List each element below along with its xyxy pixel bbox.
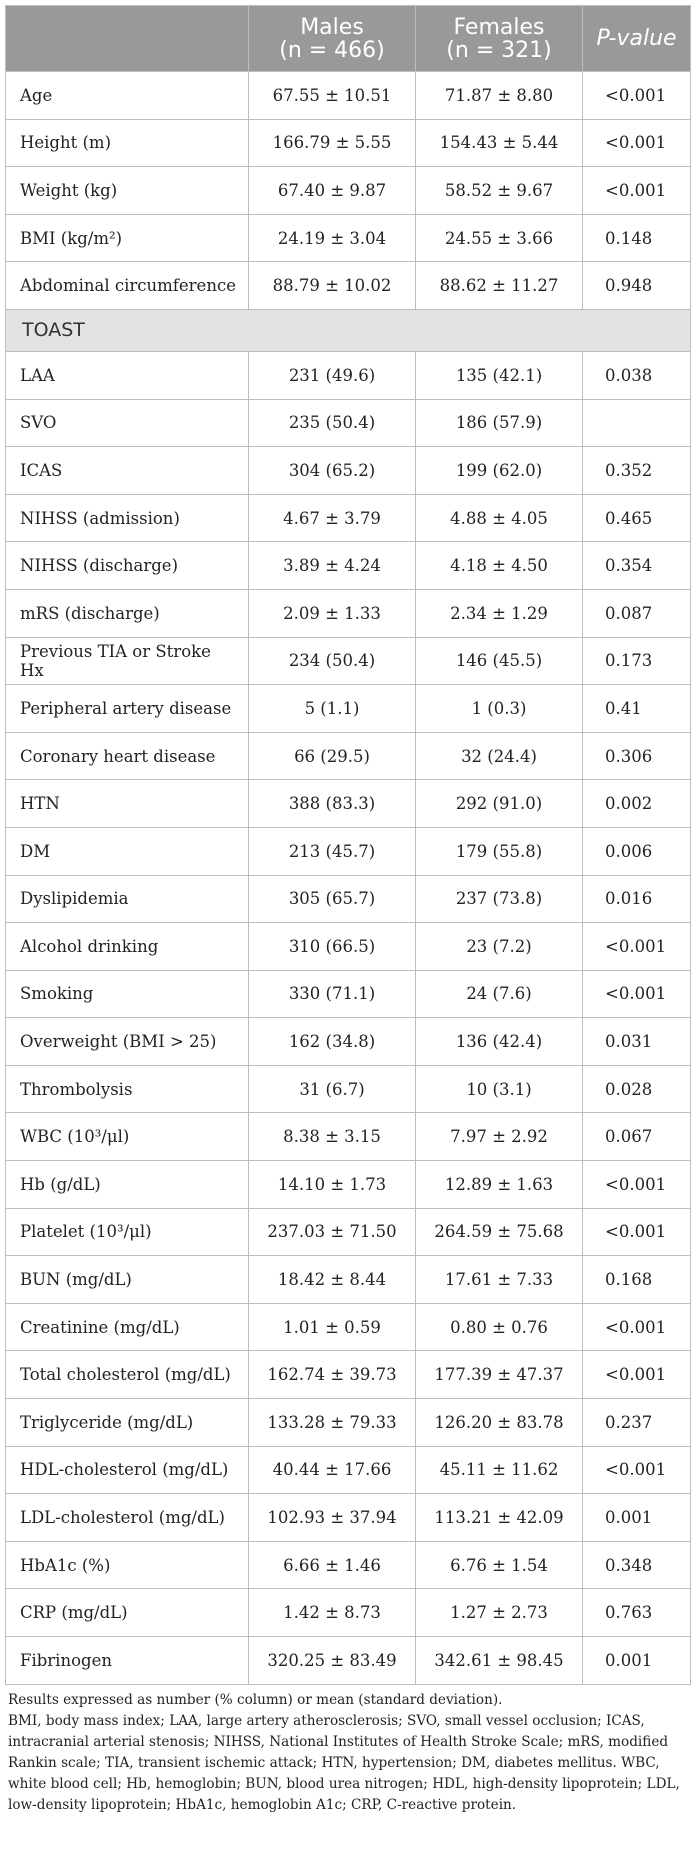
males-value: 3.89 ± 4.24	[249, 542, 416, 590]
males-value: 237.03 ± 71.50	[249, 1208, 416, 1256]
males-value: 67.40 ± 9.87	[249, 167, 416, 215]
p-value: 0.031	[583, 1018, 691, 1066]
males-value: 330 (71.1)	[249, 970, 416, 1018]
header-females-label: Females	[453, 14, 545, 40]
females-value: 126.20 ± 83.78	[416, 1399, 583, 1447]
header-males	[249, 6, 416, 72]
p-value: <0.001	[583, 1446, 691, 1494]
table-row	[6, 1637, 691, 1685]
females-value: 24.55 ± 3.66	[416, 214, 583, 262]
table-row	[6, 780, 691, 828]
row-label: Abdominal circumference	[6, 262, 249, 310]
males-value: 235 (50.4)	[249, 399, 416, 447]
table-row	[6, 1399, 691, 1447]
table-header-row	[6, 6, 691, 72]
p-value: 0.41	[583, 685, 691, 733]
header-females-n: (n = 321)	[446, 37, 552, 63]
females-value: 88.62 ± 11.27	[416, 262, 583, 310]
p-value: <0.001	[583, 119, 691, 167]
males-value: 234 (50.4)	[249, 637, 416, 685]
header-pvalue-label: P-value	[596, 26, 677, 51]
males-value: 18.42 ± 8.44	[249, 1256, 416, 1304]
females-value: 0.80 ± 0.76	[416, 1303, 583, 1351]
table-row	[6, 351, 691, 399]
females-value: 154.43 ± 5.44	[416, 119, 583, 167]
males-value: 2.09 ± 1.33	[249, 589, 416, 637]
p-value: 0.352	[583, 447, 691, 495]
females-value: 186 (57.9)	[416, 399, 583, 447]
p-value: 0.038	[583, 351, 691, 399]
table-body-top	[6, 72, 691, 310]
header-males-n: (n = 466)	[279, 37, 385, 63]
females-value: 45.11 ± 11.62	[416, 1446, 583, 1494]
p-value: 0.306	[583, 732, 691, 780]
p-value: <0.001	[583, 1208, 691, 1256]
p-value: 0.002	[583, 780, 691, 828]
females-value: 292 (91.0)	[416, 780, 583, 828]
p-value: 0.087	[583, 589, 691, 637]
males-value: 162.74 ± 39.73	[249, 1351, 416, 1399]
row-label: LDL-cholesterol (mg/dL)	[6, 1494, 249, 1542]
p-value	[583, 399, 691, 447]
table-row	[6, 214, 691, 262]
row-label: Hb (g/dL)	[6, 1161, 249, 1209]
males-value: 304 (65.2)	[249, 447, 416, 495]
females-value: 12.89 ± 1.63	[416, 1161, 583, 1209]
p-value: 0.028	[583, 1065, 691, 1113]
females-value: 136 (42.4)	[416, 1018, 583, 1066]
females-value: 113.21 ± 42.09	[416, 1494, 583, 1542]
table-row	[6, 1494, 691, 1542]
males-value: 14.10 ± 1.73	[249, 1161, 416, 1209]
row-label: LAA	[6, 351, 249, 399]
table-row	[6, 1541, 691, 1589]
males-value: 231 (49.6)	[249, 351, 416, 399]
females-value: 177.39 ± 47.37	[416, 1351, 583, 1399]
table-footnotes	[8, 1690, 688, 1816]
table-row	[6, 923, 691, 971]
males-value: 40.44 ± 17.66	[249, 1446, 416, 1494]
table-row	[6, 827, 691, 875]
row-label: Alcohol drinking	[6, 923, 249, 971]
row-label: HbA1c (%)	[6, 1541, 249, 1589]
males-value: 5 (1.1)	[249, 685, 416, 733]
females-value: 4.88 ± 4.05	[416, 494, 583, 542]
table-row	[6, 262, 691, 310]
males-value: 1.01 ± 0.59	[249, 1303, 416, 1351]
females-value: 32 (24.4)	[416, 732, 583, 780]
row-label: Height (m)	[6, 119, 249, 167]
table-row	[6, 447, 691, 495]
females-value: 342.61 ± 98.45	[416, 1637, 583, 1685]
males-value: 8.38 ± 3.15	[249, 1113, 416, 1161]
table-row	[6, 1113, 691, 1161]
p-value: 0.001	[583, 1494, 691, 1542]
females-value: 146 (45.5)	[416, 637, 583, 685]
females-value: 17.61 ± 7.33	[416, 1256, 583, 1304]
p-value: 0.168	[583, 1256, 691, 1304]
males-value: 133.28 ± 79.33	[249, 1399, 416, 1447]
row-label: BUN (mg/dL)	[6, 1256, 249, 1304]
row-label: Weight (kg)	[6, 167, 249, 215]
p-value: 0.763	[583, 1589, 691, 1637]
table-row	[6, 119, 691, 167]
p-value: <0.001	[583, 167, 691, 215]
p-value: 0.006	[583, 827, 691, 875]
row-label: Previous TIA or Stroke Hx	[6, 637, 249, 685]
p-value: 0.067	[583, 1113, 691, 1161]
table-row	[6, 1589, 691, 1637]
males-value: 162 (34.8)	[249, 1018, 416, 1066]
females-value: 1 (0.3)	[416, 685, 583, 733]
males-value: 4.67 ± 3.79	[249, 494, 416, 542]
females-value: 1.27 ± 2.73	[416, 1589, 583, 1637]
row-label: SVO	[6, 399, 249, 447]
p-value: 0.001	[583, 1637, 691, 1685]
females-value: 58.52 ± 9.67	[416, 167, 583, 215]
row-label: NIHSS (discharge)	[6, 542, 249, 590]
females-value: 23 (7.2)	[416, 923, 583, 971]
p-value: 0.016	[583, 875, 691, 923]
females-value: 135 (42.1)	[416, 351, 583, 399]
females-value: 4.18 ± 4.50	[416, 542, 583, 590]
males-value: 305 (65.7)	[249, 875, 416, 923]
males-value: 67.55 ± 10.51	[249, 72, 416, 120]
p-value: 0.173	[583, 637, 691, 685]
males-value: 1.42 ± 8.73	[249, 1589, 416, 1637]
row-label: Fibrinogen	[6, 1637, 249, 1685]
table-row	[6, 1065, 691, 1113]
males-value: 66 (29.5)	[249, 732, 416, 780]
p-value: <0.001	[583, 970, 691, 1018]
header-pvalue	[583, 6, 691, 72]
row-label: ICAS	[6, 447, 249, 495]
table-row	[6, 875, 691, 923]
row-label: Triglyceride (mg/dL)	[6, 1399, 249, 1447]
footnote-results: Results expressed as number (% column) or mean (standard deviation).	[8, 1692, 503, 1708]
males-value: 31 (6.7)	[249, 1065, 416, 1113]
row-label: HTN	[6, 780, 249, 828]
section-row-toast	[6, 309, 691, 351]
p-value: 0.348	[583, 1541, 691, 1589]
p-value: 0.465	[583, 494, 691, 542]
table-row	[6, 167, 691, 215]
p-value: 0.948	[583, 262, 691, 310]
males-value: 6.66 ± 1.46	[249, 1541, 416, 1589]
header-males-label: Males	[300, 14, 364, 40]
males-value: 88.79 ± 10.02	[249, 262, 416, 310]
table-row	[6, 589, 691, 637]
table-row	[6, 1161, 691, 1209]
table-row	[6, 1018, 691, 1066]
table-row	[6, 1351, 691, 1399]
p-value: <0.001	[583, 1351, 691, 1399]
females-value: 24 (7.6)	[416, 970, 583, 1018]
females-value: 6.76 ± 1.54	[416, 1541, 583, 1589]
males-value: 102.93 ± 37.94	[249, 1494, 416, 1542]
p-value: 0.148	[583, 214, 691, 262]
females-value: 264.59 ± 75.68	[416, 1208, 583, 1256]
row-label: WBC (10³/μl)	[6, 1113, 249, 1161]
females-value: 10 (3.1)	[416, 1065, 583, 1113]
males-value: 213 (45.7)	[249, 827, 416, 875]
table-row	[6, 1303, 691, 1351]
table-row	[6, 1256, 691, 1304]
table-row	[6, 637, 691, 685]
table-row	[6, 685, 691, 733]
row-label: Smoking	[6, 970, 249, 1018]
footnote-abbreviations: BMI, body mass index; LAA, large artery atherosclerosis; SVO, small vessel occlusion; ICAS, intracranial arterial stenosis; NIHSS, National Institutes of Health Stroke Scale; mRS, modified Rankin scale; TIA, transient ischemic attack; HTN, hypertension; DM, diabetes mellitus. WBC, white blood cell; Hb, hemoglobin; BUN, blood urea nitrogen; HDL, high-density lipoprotein; LDL, low-density lipoprotein; HbA1c, hemoglobin A1c; CRP, C-reactive protein.	[8, 1713, 680, 1813]
row-label: NIHSS (admission)	[6, 494, 249, 542]
females-value: 2.34 ± 1.29	[416, 589, 583, 637]
table-section	[6, 309, 691, 351]
females-value: 179 (55.8)	[416, 827, 583, 875]
table-row	[6, 399, 691, 447]
table-row	[6, 494, 691, 542]
row-label: CRP (mg/dL)	[6, 1589, 249, 1637]
p-value: 0.354	[583, 542, 691, 590]
p-value: <0.001	[583, 1303, 691, 1351]
row-label: Dyslipidemia	[6, 875, 249, 923]
p-value: <0.001	[583, 72, 691, 120]
row-label: mRS (discharge)	[6, 589, 249, 637]
table-row	[6, 970, 691, 1018]
row-label: Thrombolysis	[6, 1065, 249, 1113]
males-value: 310 (66.5)	[249, 923, 416, 971]
row-label: DM	[6, 827, 249, 875]
row-label: Peripheral artery disease	[6, 685, 249, 733]
table-row	[6, 1208, 691, 1256]
females-value: 71.87 ± 8.80	[416, 72, 583, 120]
females-value: 199 (62.0)	[416, 447, 583, 495]
table-row	[6, 542, 691, 590]
p-value: 0.237	[583, 1399, 691, 1447]
females-value: 237 (73.8)	[416, 875, 583, 923]
males-value: 320.25 ± 83.49	[249, 1637, 416, 1685]
p-value: <0.001	[583, 923, 691, 971]
males-value: 388 (83.3)	[249, 780, 416, 828]
row-label: Age	[6, 72, 249, 120]
table-row	[6, 72, 691, 120]
row-label: Overweight (BMI > 25)	[6, 1018, 249, 1066]
row-label: Coronary heart disease	[6, 732, 249, 780]
table-row	[6, 1446, 691, 1494]
p-value: <0.001	[583, 1161, 691, 1209]
males-value: 24.19 ± 3.04	[249, 214, 416, 262]
row-label: Platelet (10³/μl)	[6, 1208, 249, 1256]
row-label: HDL-cholesterol (mg/dL)	[6, 1446, 249, 1494]
header-empty-cell	[6, 6, 249, 72]
females-value: 7.97 ± 2.92	[416, 1113, 583, 1161]
table-row	[6, 732, 691, 780]
row-label: Creatinine (mg/dL)	[6, 1303, 249, 1351]
males-value: 166.79 ± 5.55	[249, 119, 416, 167]
row-label: BMI (kg/m²)	[6, 214, 249, 262]
header-females	[416, 6, 583, 72]
section-label: TOAST	[6, 309, 691, 351]
table-body-bottom	[6, 351, 691, 1684]
row-label: Total cholesterol (mg/dL)	[6, 1351, 249, 1399]
characteristics-table	[5, 5, 691, 1685]
